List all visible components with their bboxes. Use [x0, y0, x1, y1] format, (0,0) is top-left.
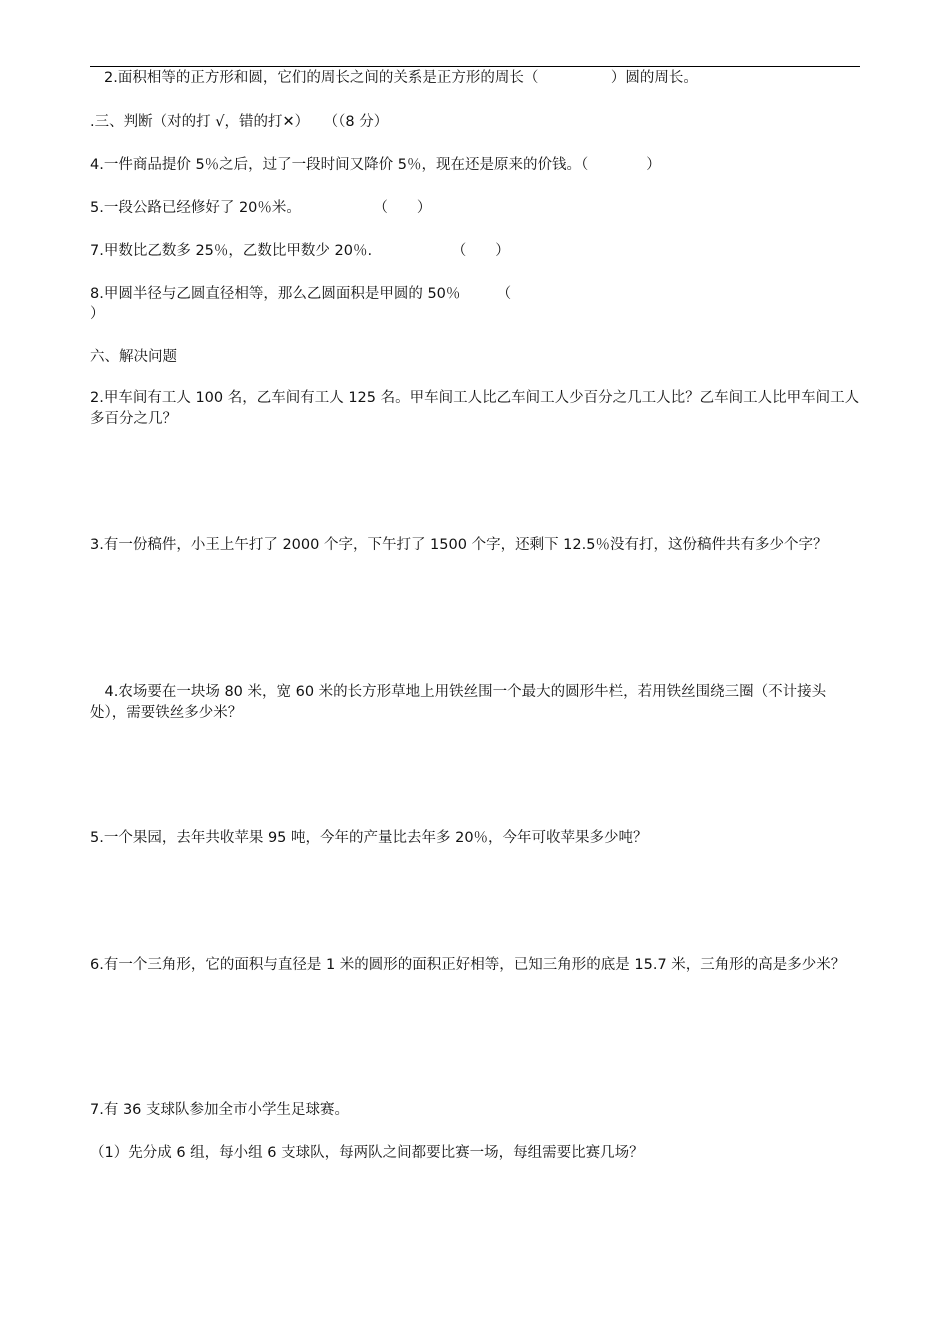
- judge-question-4: 4.一件商品提价 5％之后，过了一段时间又降价 5％，现在还是原来的价钱。（ ）: [90, 157, 661, 173]
- judge-question-8-continued: ）: [90, 306, 105, 322]
- judge-question-5: 5.一段公路已经修好了 20％米。 （ ）: [90, 200, 432, 216]
- solve-question-4: 4.农场要在一块场 80 米，宽 60 米的长方形草地上用铁丝围一个最大的圆形牛栏，若用铁丝围绕三圈（不计接头处），需要铁丝多少米？: [90, 684, 827, 721]
- solve-question-6: 6.有一个三角形，它的面积与直径是 1 米的圆形的面积正好相等，已知三角形的底是 15.7 米，三角形的高是多少米？: [90, 957, 846, 973]
- header-rule: [90, 66, 860, 67]
- solve-section-heading: 六、解决问题: [90, 349, 177, 365]
- judge-section-heading: .三、判断（对的打 √，错的打✕） （（8 分）: [90, 114, 389, 130]
- solve-question-2: 2.甲车间有工人 100 名，乙车间有工人 125 名。甲车间工人比乙车间工人少百分之几工人比？乙车间工人比甲车间工人多百分之几？: [90, 390, 860, 427]
- judge-question-8: 8.甲圆半径与乙圆直径相等，那么乙圆面积是甲圆的 50％ （: [90, 286, 512, 302]
- solve-question-5: 5.一个果园，去年共收苹果 95 吨，今年的产量比去年多 20％，今年可收苹果多少吨？: [90, 830, 648, 846]
- judge-question-7: 7.甲数比乙数多 25％，乙数比甲数少 20％. （ ）: [90, 243, 510, 259]
- solve-question-7-part-1: （1）先分成 6 组，每小组 6 支球队，每两队之间都要比赛一场，每组需要比赛几场？: [90, 1145, 644, 1161]
- solve-question-3: 3.有一份稿件，小王上午打了 2000 个字，下午打了 1500 个字，还剩下 12.5％没有打，这份稿件共有多少个字？: [90, 537, 828, 553]
- solve-question-7: 7.有 36 支球队参加全市小学生足球赛。: [90, 1102, 350, 1118]
- fill-blank-question-2: 2.面积相等的正方形和圆，它们的周长之间的关系是正方形的周长（ ）圆的周长。: [104, 70, 698, 86]
